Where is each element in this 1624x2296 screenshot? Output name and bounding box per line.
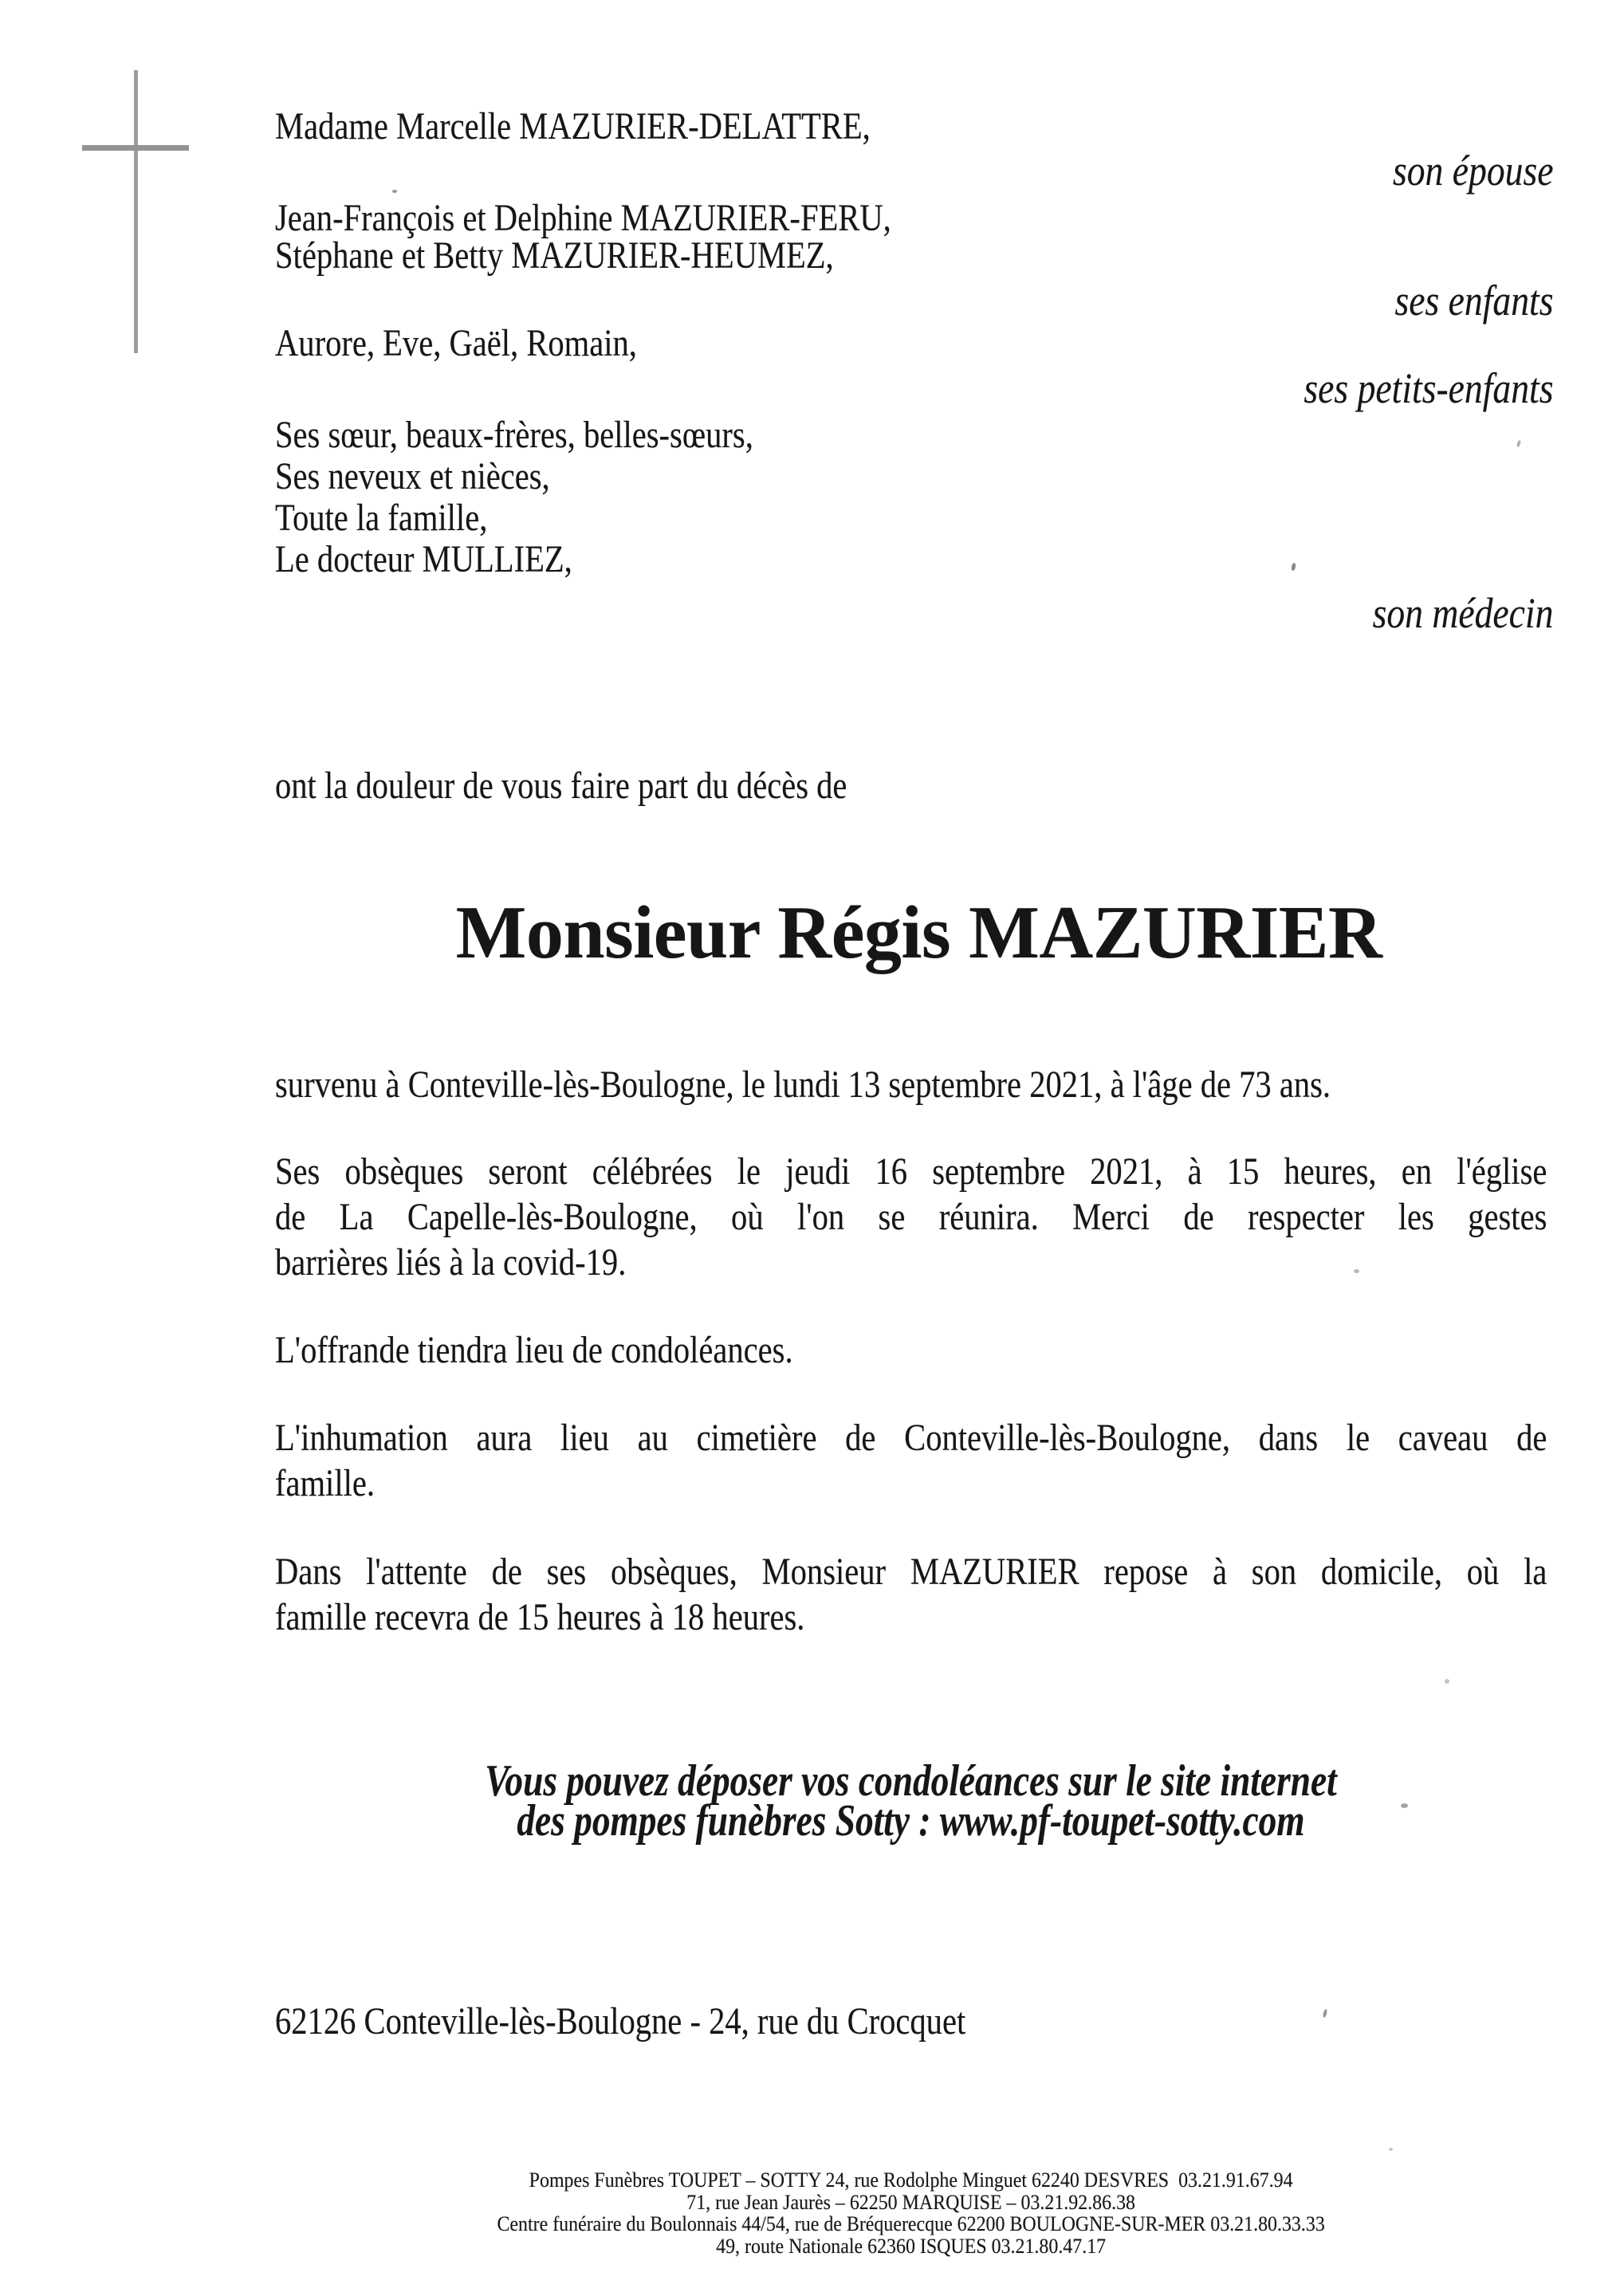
offering-line: L'offrande tiendra lieu de condoléances. [275, 1329, 793, 1371]
footer-line-4: 49, route Nationale 62360 ISQUES 03.21.80.47.17 [716, 2234, 1107, 2258]
relatives-line-2: Ses neveux et nièces, [275, 455, 550, 497]
scan-speck [1323, 2009, 1328, 2019]
intro-line: ont la douleur de vous faire part du décès de [275, 765, 847, 807]
visitation-paragraph [275, 1549, 1547, 1640]
funeral-line-1: Ses obsèques seront célébrées le jeudi 16 septembre 2021, à 15 heures, en l'église [275, 1150, 1547, 1193]
burial-line-1: L'inhumation aura lieu au cimetière de Conteville-lès-Boulogne, dans le caveau de [275, 1417, 1547, 1459]
funeral-line-2: de La Capelle-lès-Boulogne, où l'on se réunira. Merci de respecter les gestes [275, 1196, 1547, 1238]
footer-line-2: 71, rue Jean Jaurès – 62250 MARQUISE – 03.21.92.86.38 [686, 2190, 1136, 2214]
relation-label-grandchildren: ses petits-enfants [1303, 364, 1553, 412]
funeral-line-3: barrières liés à la covid-19. [275, 1241, 627, 1284]
condolences-note-line-2: des pompes funèbres Sotty : www.pf-toupet-sotty.com [517, 1796, 1305, 1846]
children-name-line-1: Jean-François et Delphine MAZURIER-FERU, [275, 197, 891, 239]
cross-vertical-bar [134, 70, 138, 353]
visitation-line-1: Dans l'attente de ses obsèques, Monsieur MAZURIER repose à son domicile, où la [275, 1551, 1547, 1593]
relatives-line-3: Toute la famille, [275, 497, 488, 539]
scan-speck [1401, 1803, 1408, 1808]
condolences-note [275, 1756, 1547, 1846]
spouse-name-line: Madame Marcelle MAZURIER-DELATTRE, [275, 105, 871, 147]
grandchildren-name-line: Aurore, Eve, Gaël, Romain, [275, 322, 637, 364]
funeral-paragraph [275, 1149, 1547, 1285]
relation-label-children: ses enfants [1394, 277, 1553, 324]
relatives-line-1: Ses sœur, beaux-frères, belles-sœurs, [275, 414, 753, 456]
doctor-line: Le docteur MULLIEZ, [275, 538, 572, 580]
funeral-home-footer [275, 2169, 1547, 2257]
footer-line-3: Centre funéraire du Boulonnais 44/54, rue de Bréquerecque 62200 BOULOGNE-SUR-MER 03.21.80.33.33 [497, 2212, 1325, 2235]
death-details-line: survenu à Conteville-lès-Boulogne, le lundi 13 septembre 2021, à l'âge de 73 ans. [275, 1063, 1331, 1106]
scan-speck [392, 190, 397, 193]
condolences-note-line-1: Vous pouvez déposer vos condoléances sur le site internet [485, 1756, 1337, 1806]
cross-horizontal-bar [82, 145, 189, 151]
deceased-name-heading: Monsieur Régis MAZURIER [455, 891, 1382, 974]
footer-line-1: Pompes Funèbres TOUPET – SOTTY 24, rue Rodolphe Minguet 62240 DESVRES 03.21.91.67.94 [529, 2168, 1293, 2192]
relation-label-spouse: son épouse [1392, 147, 1553, 195]
scan-speck [1291, 563, 1296, 572]
scan-speck [1445, 1679, 1449, 1684]
scan-speck [1389, 2148, 1393, 2151]
burial-paragraph [275, 1415, 1547, 1506]
scan-speck [1516, 440, 1522, 448]
visitation-line-2: famille recevra de 15 heures à 18 heures. [275, 1596, 805, 1638]
burial-line-2: famille. [275, 1462, 376, 1504]
scan-speck [1354, 1269, 1359, 1273]
address-line: 62126 Conteville-lès-Boulogne - 24, rue du Crocquet [275, 2000, 966, 2042]
relation-label-doctor: son médecin [1372, 589, 1553, 637]
children-name-line-2: Stéphane et Betty MAZURIER-HEUMEZ, [275, 234, 834, 277]
